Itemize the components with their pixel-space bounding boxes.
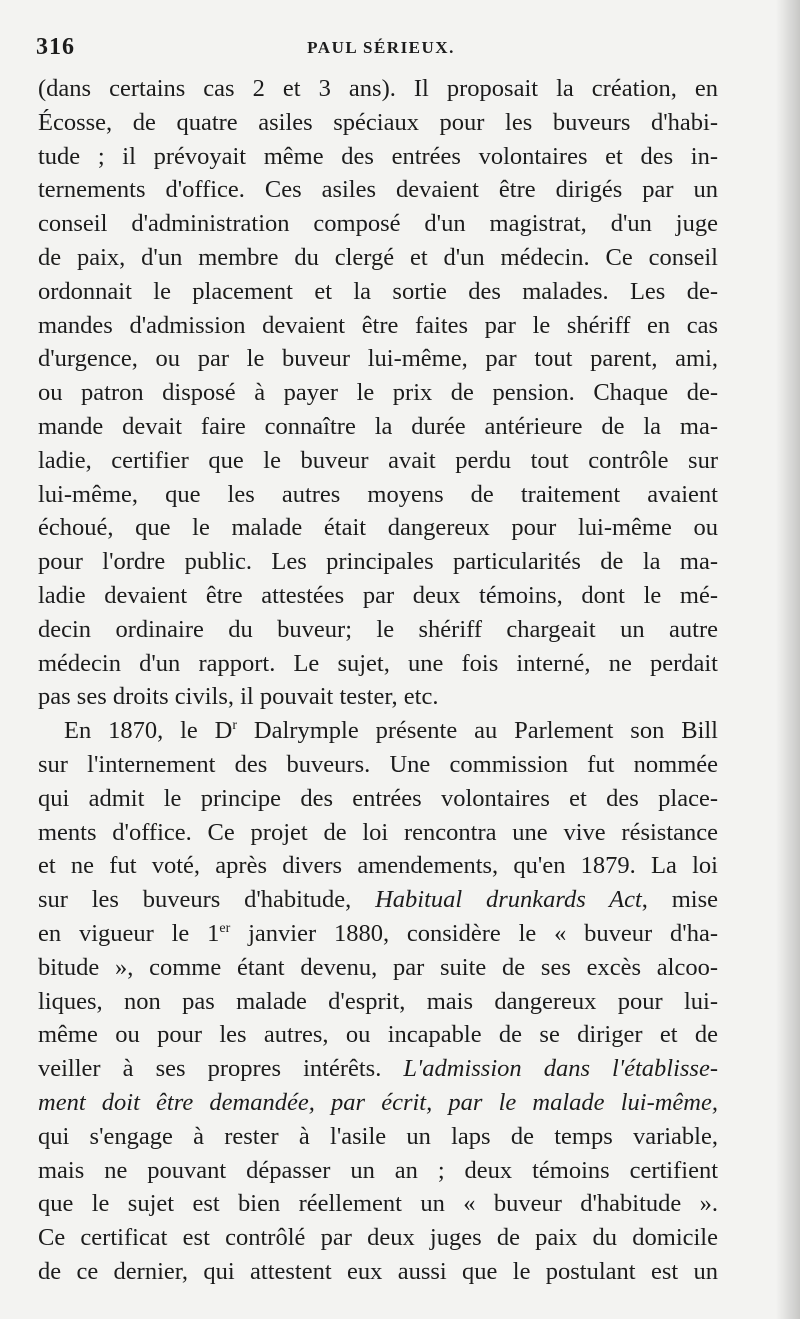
text-line: ladie devaient être attestées par deux témoins, dont le mé- (38, 581, 718, 609)
text-line: ments d'office. Ce projet de loi rencontra une vive résistance (38, 818, 718, 846)
text-line: pour l'ordre public. Les principales particularités de la ma- (38, 548, 718, 576)
text-line: bitude », comme étant devenu, par suite de ses excès alcoo- (38, 953, 718, 981)
text-line (38, 883, 718, 917)
text-line: et ne fut voté, après divers amendements, qu'en 1879. La loi (38, 852, 718, 880)
text-line: mande devait faire connaître la durée antérieure de la ma- (38, 412, 718, 440)
text-line: mais ne pouvant dépasser un an ; deux témoins certifient (38, 1156, 718, 1184)
text-line: de ce dernier, qui attestent eux aussi que le postulant est un (38, 1257, 718, 1285)
page-edge-shadow (776, 0, 800, 1319)
text-line: tude ; il prévoyait même des entrées volontaires et des in- (38, 142, 718, 170)
text-line: de paix, d'un membre du clergé et d'un médecin. Ce conseil (38, 243, 718, 271)
italic-title: Habitual drunkards Act (375, 886, 642, 914)
text-fragment: veiller à ses propres intérêts. (38, 1055, 404, 1083)
text-line: médecin d'un rapport. Le sujet, une fois interné, ne perdait (38, 649, 718, 677)
text-line: ou patron disposé à payer le prix de pension. Chaque de- (38, 379, 718, 407)
italic-text: L'admission dans l'établisse- (403, 1055, 718, 1083)
text-line: même ou pour les autres, ou incapable de se diriger et de (38, 1021, 718, 1049)
text-line: ternements d'office. Ces asiles devaient être dirigés par un (38, 176, 718, 204)
text-line: liques, non pas malade d'esprit, mais dangereux pour lui- (38, 987, 718, 1015)
text-line: mandes d'admission devaient être faites par le shériff en cas (38, 311, 718, 339)
running-head: PAUL SÉRIEUX. (307, 38, 455, 57)
text-line: d'urgence, ou par le buveur lui-même, par tout parent, ami, (38, 345, 718, 373)
text-line: ordonnait le placement et la sortie des malades. Les de- (38, 277, 718, 305)
text-line: (dans certains cas 2 et 3 ans). Il proposait la création, en (38, 75, 718, 102)
text-line: qui admit le principe des entrées volontaires et des place- (38, 784, 718, 812)
text-line: qui s'engage à rester à l'asile un laps de temps variable, (38, 1122, 718, 1150)
text-fragment: en vigueur le 1 (38, 919, 220, 947)
text-line (38, 917, 718, 951)
text-line: decin ordinaire du buveur; le shériff chargeait un autre (38, 615, 718, 643)
text-line: lui-même, que les autres moyens de traitement avaient (38, 480, 718, 508)
text-line: Écosse, de quatre asiles spéciaux pour les buveurs d'habi- (38, 108, 718, 136)
text-fragment: , mise (641, 886, 718, 914)
text-line: Ce certificat est contrôlé par deux juges de paix du domicile (38, 1224, 718, 1252)
text-line: ladie, certifier que le buveur avait perdu tout contrôle sur (38, 446, 718, 474)
text-fragment: En 1870, le D (64, 717, 233, 745)
text-fragment: sur les buveurs d'habitude, (38, 886, 376, 914)
text-line: échoué, que le malade était dangereux pour lui-même ou (38, 514, 718, 542)
superscript: r (232, 718, 238, 734)
text-line (38, 1086, 718, 1120)
text-fragment: Dalrymple présente au Parlement son Bill (237, 717, 718, 745)
text-line: pas ses droits civils, il pouvait tester, etc. (38, 683, 439, 711)
italic-text: ment doit être demandée, par écrit, par le malade lui-même, (38, 1088, 718, 1116)
text-line: que le sujet est bien réellement un « buveur d'habitude ». (38, 1190, 718, 1218)
page-header (36, 34, 726, 64)
text-line: conseil d'administration composé d'un magistrat, d'un juge (38, 210, 718, 238)
text-line: sur l'internement des buveurs. Une commission fut nommée (38, 750, 718, 778)
text-line (38, 714, 718, 748)
text-fragment: janvier 1880, considère le « buveur d'ha- (230, 919, 718, 947)
body-text (38, 72, 718, 1289)
superscript: er (219, 920, 231, 936)
text-line (38, 1052, 718, 1086)
page-number: 316 (36, 34, 75, 60)
